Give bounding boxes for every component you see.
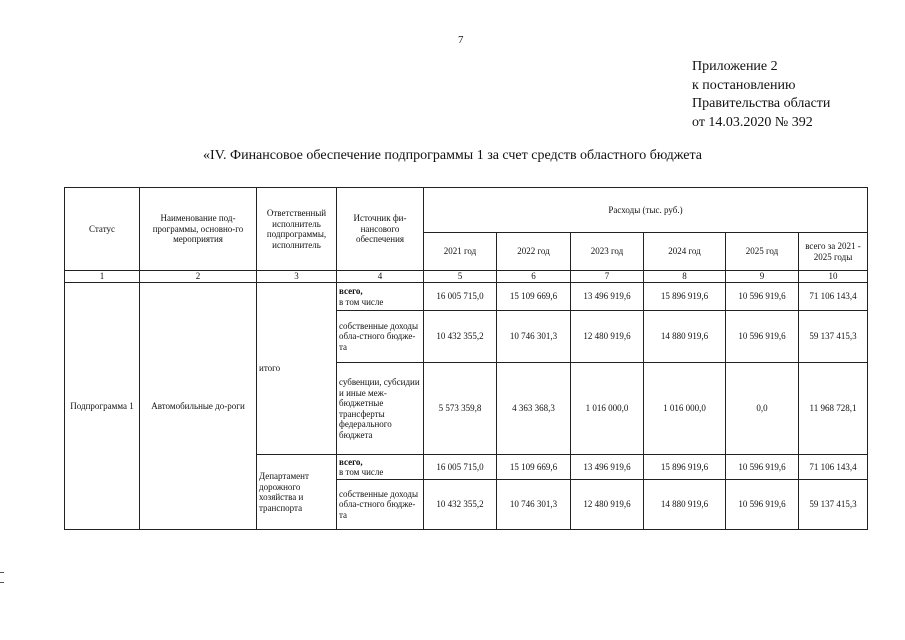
value-2022: 10 746 301,3	[497, 311, 571, 363]
header-expenses: Расходы (тыс. руб.)	[424, 188, 868, 233]
column-index: 9	[726, 271, 799, 283]
header-year-2022: 2022 год	[497, 233, 571, 271]
value-2024: 14 880 919,6	[644, 311, 726, 363]
executor-cell: итого	[257, 283, 337, 455]
value-total: 59 137 415,3	[799, 480, 868, 530]
appendix-line-4: от 14.03.2020 № 392	[692, 114, 813, 130]
column-index: 1	[65, 271, 140, 283]
value-2025: 10 596 919,6	[726, 455, 799, 480]
value-2023: 13 496 919,6	[571, 283, 644, 311]
value-2021: 16 005 715,0	[424, 455, 497, 480]
column-index: 4	[337, 271, 424, 283]
value-2023: 1 016 000,0	[571, 363, 644, 455]
source-label: в том числе	[339, 467, 384, 477]
source-label: в том числе	[339, 296, 384, 307]
value-2023: 12 480 919,6	[571, 311, 644, 363]
source-bold-label: всего,	[339, 456, 363, 467]
column-index: 3	[257, 271, 337, 283]
value-2024: 14 880 919,6	[644, 480, 726, 530]
appendix-line-3: Правительства области	[692, 96, 831, 111]
value-2024: 1 016 000,0	[644, 363, 726, 455]
column-index: 2	[140, 271, 257, 283]
document-title: «IV. Финансовое обеспечение подпрограммы 1 за счет средств областного бюджета	[203, 148, 702, 163]
value-2021: 16 005 715,0	[424, 283, 497, 311]
value-2025: 0,0	[726, 363, 799, 455]
budget-table	[64, 187, 868, 530]
header-program-name: Наименование под-программы, основно-го мероприятия	[140, 188, 257, 271]
value-2025: 10 596 919,6	[726, 311, 799, 363]
header-executor: Ответственный исполнитель подпрограммы, исполнитель	[257, 188, 337, 271]
value-2025: 10 596 919,6	[726, 480, 799, 530]
header-year-2023: 2023 год	[571, 233, 644, 271]
value-2022: 4 363 368,3	[497, 363, 571, 455]
value-2024: 15 896 919,6	[644, 283, 726, 311]
executor-cell: Департамент дорожного хозяйства и транспорта	[257, 455, 337, 530]
column-index-row	[65, 271, 868, 283]
status-cell: Подпрограмма 1	[65, 283, 140, 530]
column-index: 10	[799, 271, 868, 283]
value-2023: 13 496 919,6	[571, 455, 644, 480]
value-total: 59 137 415,3	[799, 311, 868, 363]
header-year-2025: 2025 год	[726, 233, 799, 271]
header-source: Источник фи-нансового обеспечения	[337, 188, 424, 271]
page-number: 7	[458, 34, 464, 46]
value-2025: 10 596 919,6	[726, 283, 799, 311]
source-cell	[337, 283, 424, 311]
header-status: Статус	[65, 188, 140, 271]
program-name-cell: Автомобильные до-роги	[140, 283, 257, 530]
source-cell: собственные доходы обла-стного бюдже-та	[337, 480, 424, 530]
source-cell: субвенции, субсидии и иные меж-бюджетные трансферты федерального бюджета	[337, 363, 424, 455]
appendix-block	[692, 58, 830, 132]
value-2021: 10 432 355,2	[424, 311, 497, 363]
value-2021: 10 432 355,2	[424, 480, 497, 530]
source-cell	[337, 455, 424, 480]
value-2022: 10 746 301,3	[497, 480, 571, 530]
appendix-line-1: Приложение 2	[692, 59, 778, 74]
value-2021: 5 573 359,8	[424, 363, 497, 455]
column-index: 8	[644, 271, 726, 283]
margin-mark	[0, 582, 4, 583]
column-index: 5	[424, 271, 497, 283]
value-total: 11 968 728,1	[799, 363, 868, 455]
header-total: всего за 2021 - 2025 годы	[799, 233, 868, 271]
source-cell: собственные доходы обла-стного бюдже-та	[337, 311, 424, 363]
table-row	[65, 283, 868, 311]
value-2024: 15 896 919,6	[644, 455, 726, 480]
column-index: 7	[571, 271, 644, 283]
value-total: 71 106 143,4	[799, 283, 868, 311]
value-total: 71 106 143,4	[799, 455, 868, 480]
appendix-line-2: к постановлению	[692, 77, 796, 93]
margin-mark	[0, 572, 4, 573]
source-bold-label: всего,	[339, 286, 363, 296]
value-2023: 12 480 919,6	[571, 480, 644, 530]
header-year-2024: 2024 год	[644, 233, 726, 271]
value-2022: 15 109 669,6	[497, 283, 571, 311]
header-year-2021: 2021 год	[424, 233, 497, 271]
column-index: 6	[497, 271, 571, 283]
value-2022: 15 109 669,6	[497, 455, 571, 480]
